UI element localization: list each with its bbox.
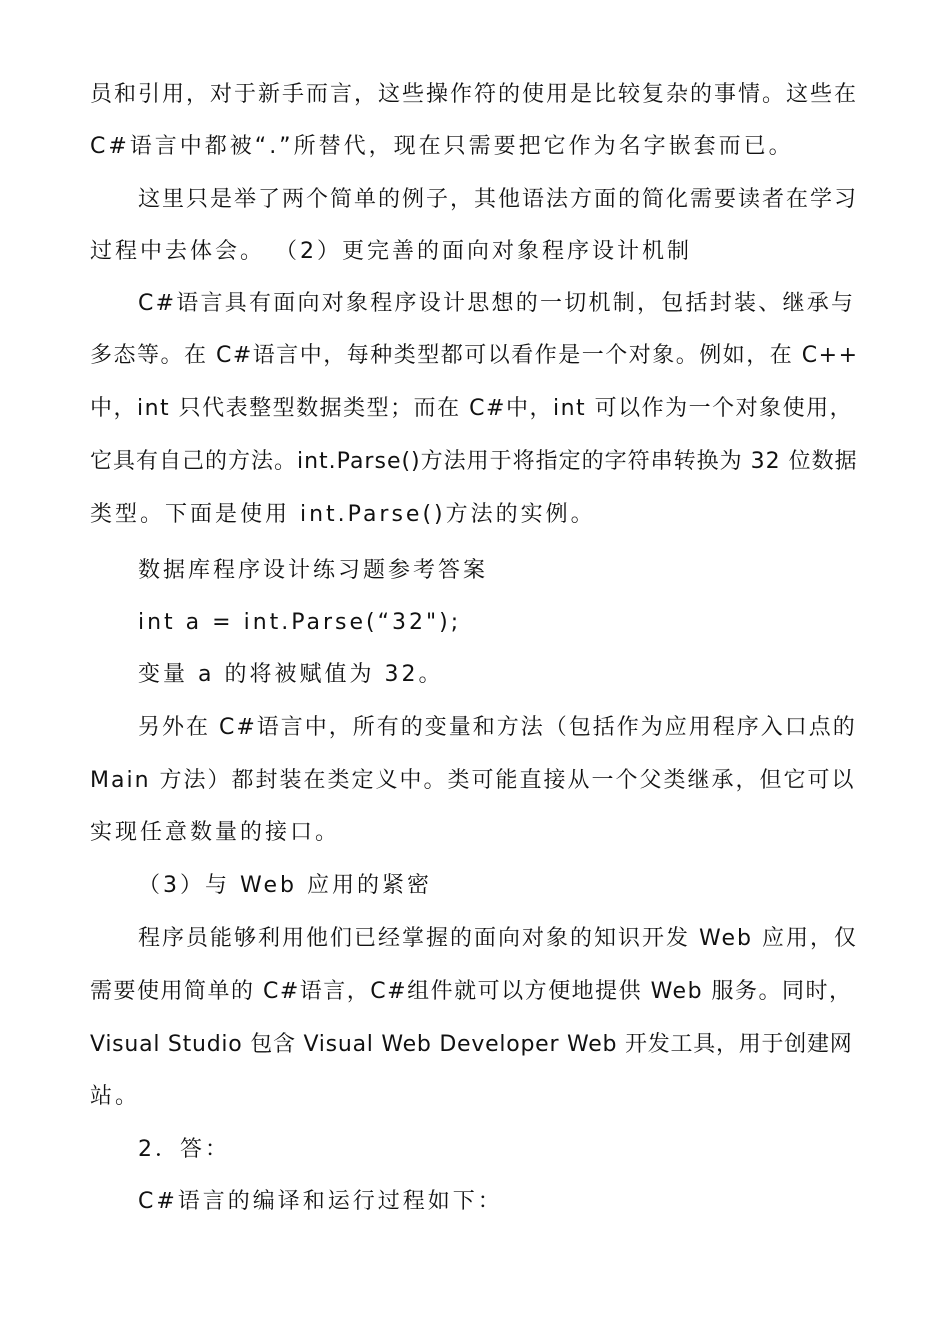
section-heading: 数据库程序设计练习题参考答案 [138, 558, 489, 583]
paragraph-line: 变量 a 的将被赋值为 32。 [138, 662, 444, 687]
paragraph-line: C#语言中都被“.”所替代，现在只需要把它作为名字嵌套而已。 [90, 134, 794, 159]
paragraph-line: 类型。下面是使用 int.Parse()方法的实例。 [90, 502, 596, 527]
paragraph-line: 另外在 C#语言中，所有的变量和方法（包括作为应用程序入口点的 [138, 715, 857, 740]
paragraph-line: 站。 [90, 1084, 141, 1109]
section-heading: （3）与 Web 应用的紧密 [138, 873, 432, 898]
paragraph-line: Main 方法）都封装在类定义中。类可能直接从一个父类继承，但它可以 [90, 768, 856, 793]
code-line: int a = int.Parse(“32"); [138, 610, 462, 635]
paragraph-line: 实现任意数量的接口。 [90, 820, 341, 845]
paragraph-line: 它具有自己的方法。int.Parse()方法用于将指定的字符串转换为 32 位数据 [90, 449, 858, 474]
paragraph-line: 过程中去体会。 （2）更完善的面向对象程序设计机制 [90, 239, 692, 264]
paragraph-line: 程序员能够利用他们已经掌握的面向对象的知识开发 Web 应用，仅 [138, 926, 858, 951]
paragraph-line: 员和引用，对于新手而言，这些操作符的使用是比较复杂的事情。这些在 [90, 82, 859, 107]
paragraph-line: 需要使用简单的 C#语言，C#组件就可以方便地提供 Web 服务。同时， [90, 979, 853, 1004]
paragraph-line: 多态等。在 C#语言中，每种类型都可以看作是一个对象。例如，在 C++ [90, 343, 859, 368]
paragraph-line: Visual Studio 包含 Visual Web Developer Web 开发工具，用于创建网 [90, 1032, 853, 1057]
paragraph-line: C#语言具有面向对象程序设计思想的一切机制，包括封装、继承与 [138, 291, 856, 316]
paragraph-line: 中，int 只代表整型数据类型；而在 C#中，int 可以作为一个对象使用， [90, 396, 854, 421]
paragraph-line: 这里只是举了两个简单的例子，其他语法方面的简化需要读者在学习 [138, 187, 859, 212]
paragraph-line: C#语言的编译和运行过程如下： [138, 1189, 503, 1214]
answer-heading: 2．答： [138, 1137, 230, 1162]
